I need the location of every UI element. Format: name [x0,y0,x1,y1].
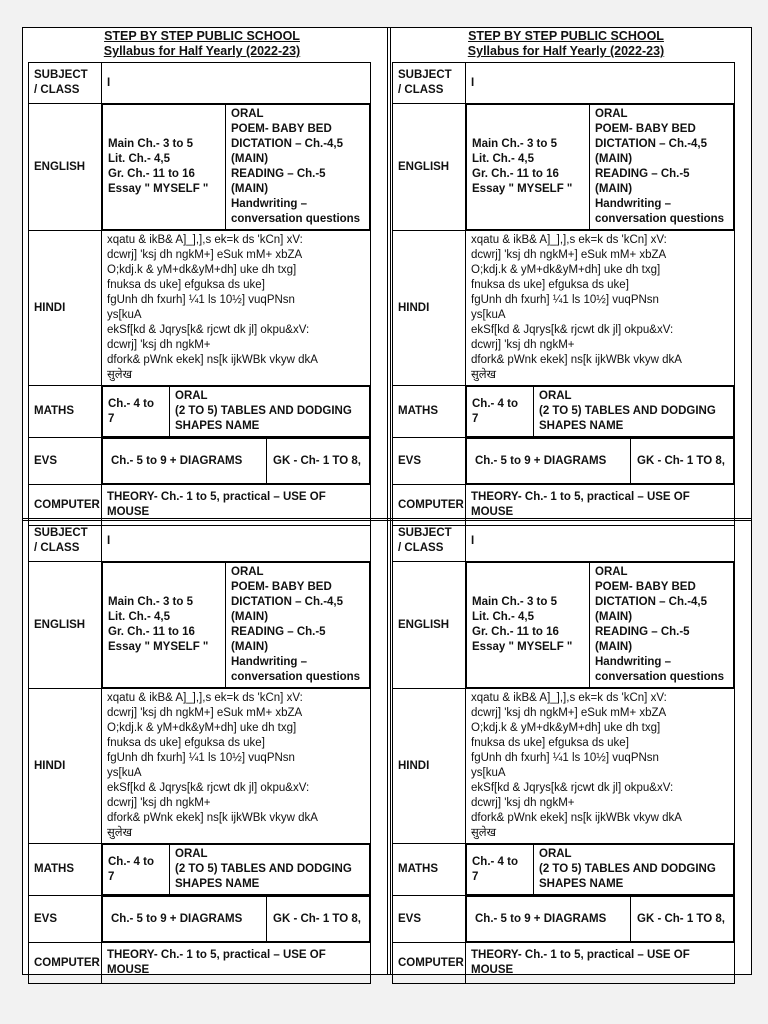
table-row [393,438,735,485]
table-row [393,231,735,386]
table-row [29,231,371,386]
table-row [393,562,735,689]
syllabus-card [25,520,379,984]
maths-chapters: Ch.- 4 to 7 [467,387,534,437]
table-row [393,63,735,104]
english-written: Main Ch.- 3 to 5 Lit. Ch.- 4,5 Gr. Ch.- 11 to 16 Essay " MYSELF " [103,105,226,230]
syllabus-card [389,520,743,984]
table-row [393,104,735,231]
table-row [29,943,371,984]
english-written: Main Ch.- 3 to 5 Lit. Ch.- 4,5 Gr. Ch.- 11 to 16 Essay " MYSELF " [467,563,590,688]
evs-label: EVS [393,438,466,485]
table-row [29,562,371,689]
evs-label: EVS [29,438,102,485]
maths-chapters: Ch.- 4 to 7 [103,845,170,895]
english-label: ENGLISH [393,562,466,689]
class-value: I [466,63,735,104]
english-label: ENGLISH [393,104,466,231]
hindi-label: HINDI [393,231,466,386]
table-row [29,104,371,231]
maths-oral: ORAL (2 TO 5) TABLES AND DODGING SHAPES NAME [534,387,734,437]
evs-gk: GK - Ch- 1 TO 8, [267,439,370,484]
english-oral: ORAL POEM- BABY BED DICTATION – Ch.-4,5 (MAIN) READING – Ch.-5 (MAIN) Handwriting – conversation questions [226,105,370,230]
evs-chapters: Ch.- 5 to 9 + DIAGRAMS [103,897,267,942]
hindi-label: HINDI [29,689,102,844]
table-row [29,521,371,562]
evs-chapters: Ch.- 5 to 9 + DIAGRAMS [467,439,631,484]
table-row [29,689,371,844]
english-oral: ORAL POEM- BABY BED DICTATION – Ch.-4,5 (MAIN) READING – Ch.-5 (MAIN) Handwriting – conversation questions [226,563,370,688]
table-row [393,689,735,844]
hindi-syllabus: xqatu & ikB& A]_],],s ek=k ds 'kCn] xV: dcwrj] 'ksj dh ngkM+] eSuk mM+ xbZA O;kdj.k & yM+dk&yM+dh] uke dh txg] fnuksa ds uke] efguksa ds uke] fgUnh dh fxurh] ¼1 ls 10½] vuqPNsn ys[kuA ekSf[kd & Jqrys[k& rjcwt dk jl] okpu&xV: dcwrj] 'ksj dh ngkM+ dfork& pWnk ekek] ns[k ijkWBk vkyw dkA सुलेख [102,231,371,386]
table-row [393,386,735,438]
maths-oral: ORAL (2 TO 5) TABLES AND DODGING SHAPES NAME [534,845,734,895]
syllabus-table [392,520,735,984]
maths-label: MATHS [393,844,466,896]
subject-class-label: SUBJECT / CLASS [29,63,102,104]
english-label: ENGLISH [29,562,102,689]
evs-label: EVS [393,896,466,943]
hindi-label: HINDI [393,689,466,844]
maths-label: MATHS [393,386,466,438]
table-row [29,844,371,896]
english-oral: ORAL POEM- BABY BED DICTATION – Ch.-4,5 (MAIN) READING – Ch.-5 (MAIN) Handwriting – conversation questions [590,563,734,688]
syllabus-title: Syllabus for Half Yearly (2022-23) [467,44,665,58]
hindi-syllabus: xqatu & ikB& A]_],],s ek=k ds 'kCn] xV: dcwrj] 'ksj dh ngkM+] eSuk mM+ xbZA O;kdj.k & yM+dk&yM+dh] uke dh txg] fnuksa ds uke] efguksa ds uke] fgUnh dh fxurh] ¼1 ls 10½] vuqPNsn ys[kuA ekSf[kd & Jqrys[k& rjcwt dk jl] okpu&xV: dcwrj] 'ksj dh ngkM+ dfork& pWnk ekek] ns[k ijkWBk vkyw dkA सुलेख [466,689,735,844]
computer-syllabus: THEORY- Ch.- 1 to 5, practical – USE OF MOUSE [466,485,735,526]
english-oral: ORAL POEM- BABY BED DICTATION – Ch.-4,5 (MAIN) READING – Ch.-5 (MAIN) Handwriting – conversation questions [590,105,734,230]
english-written: Main Ch.- 3 to 5 Lit. Ch.- 4,5 Gr. Ch.- 11 to 16 Essay " MYSELF " [103,563,226,688]
hindi-label: HINDI [29,231,102,386]
evs-gk: GK - Ch- 1 TO 8, [631,897,734,942]
hindi-syllabus: xqatu & ikB& A]_],],s ek=k ds 'kCn] xV: dcwrj] 'ksj dh ngkM+] eSuk mM+ xbZA O;kdj.k & yM+dk&yM+dh] uke dh txg] fnuksa ds uke] efguksa ds uke] fgUnh dh fxurh] ¼1 ls 10½] vuqPNsn ys[kuA ekSf[kd & Jqrys[k& rjcwt dk jl] okpu&xV: dcwrj] 'ksj dh ngkM+ dfork& pWnk ekek] ns[k ijkWBk vkyw dkA सुलेख [102,689,371,844]
computer-syllabus: THEORY- Ch.- 1 to 5, practical – USE OF MOUSE [466,943,735,984]
english-label: ENGLISH [29,104,102,231]
syllabus-card [389,29,743,526]
subject-class-label: SUBJECT / CLASS [393,63,466,104]
school-name: STEP BY STEP PUBLIC SCHOOL [104,29,300,43]
table-row [393,943,735,984]
maths-label: MATHS [29,386,102,438]
table-row [393,896,735,943]
maths-chapters: Ch.- 4 to 7 [467,845,534,895]
english-written: Main Ch.- 3 to 5 Lit. Ch.- 4,5 Gr. Ch.- 11 to 16 Essay " MYSELF " [467,105,590,230]
computer-label: COMPUTER [393,485,466,526]
subject-class-label: SUBJECT / CLASS [393,521,466,562]
class-value: I [466,521,735,562]
maths-label: MATHS [29,844,102,896]
table-row [29,63,371,104]
computer-label: COMPUTER [29,485,102,526]
syllabus-title: Syllabus for Half Yearly (2022-23) [103,44,301,58]
computer-syllabus: THEORY- Ch.- 1 to 5, practical – USE OF MOUSE [102,485,371,526]
evs-chapters: Ch.- 5 to 9 + DIAGRAMS [467,897,631,942]
table-row [393,521,735,562]
maths-chapters: Ch.- 4 to 7 [103,387,170,437]
table-row [29,438,371,485]
table-row [393,844,735,896]
school-name: STEP BY STEP PUBLIC SCHOOL [468,29,664,43]
class-value: I [102,521,371,562]
syllabus-table [28,520,371,984]
card-header [25,29,379,59]
table-row [29,386,371,438]
evs-gk: GK - Ch- 1 TO 8, [267,897,370,942]
card-header [389,29,743,59]
computer-label: COMPUTER [393,943,466,984]
evs-gk: GK - Ch- 1 TO 8, [631,439,734,484]
table-row [29,896,371,943]
computer-syllabus: THEORY- Ch.- 1 to 5, practical – USE OF MOUSE [102,943,371,984]
subject-class-label: SUBJECT / CLASS [29,521,102,562]
evs-chapters: Ch.- 5 to 9 + DIAGRAMS [103,439,267,484]
maths-oral: ORAL (2 TO 5) TABLES AND DODGING SHAPES NAME [170,845,370,895]
computer-label: COMPUTER [29,943,102,984]
evs-label: EVS [29,896,102,943]
syllabus-card [25,29,379,526]
class-value: I [102,63,371,104]
maths-oral: ORAL (2 TO 5) TABLES AND DODGING SHAPES NAME [170,387,370,437]
syllabus-table [392,62,735,526]
hindi-syllabus: xqatu & ikB& A]_],],s ek=k ds 'kCn] xV: dcwrj] 'ksj dh ngkM+] eSuk mM+ xbZA O;kdj.k & yM+dk&yM+dh] uke dh txg] fnuksa ds uke] efguksa ds uke] fgUnh dh fxurh] ¼1 ls 10½] vuqPNsn ys[kuA ekSf[kd & Jqrys[k& rjcwt dk jl] okpu&xV: dcwrj] 'ksj dh ngkM+ dfork& pWnk ekek] ns[k ijkWBk vkyw dkA सुलेख [466,231,735,386]
syllabus-table [28,62,371,526]
